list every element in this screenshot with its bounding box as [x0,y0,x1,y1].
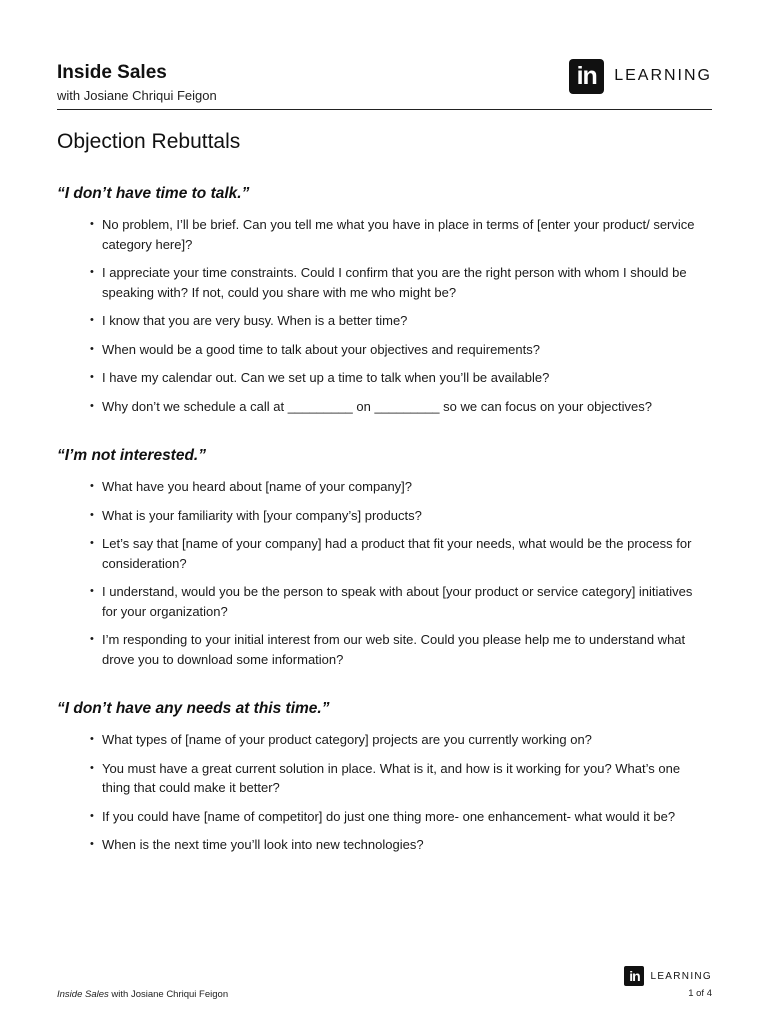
list-item: • I’m responding to your initial interest from our web site. Could you please help me to understand what drove you to download some information? [90,630,705,669]
list-item: • Why don’t we schedule a call at _________ on _________ so we can focus on your objectives? [90,397,705,417]
list-item: • When is the next time you’ll look into new technologies? [90,835,705,855]
list-item: • What types of [name of your product category] projects are you currently working on? [90,730,705,750]
linkedin-learning-logo [569,58,712,94]
course-title: Inside Sales [57,62,167,83]
footer-logo [624,966,712,986]
list-item: • You must have a great current solution in place. What is it, and how is it working for you? What’s one thing that could make it better? [90,759,705,798]
linkedin-icon: in [569,59,604,94]
document-title: Objection Rebuttals [57,130,241,153]
course-author: with Josiane Chriqui Feigon [57,88,217,103]
list-item: • What is your familiarity with [your company’s] products? [90,506,705,526]
list-item: • What have you heard about [name of your company]? [90,477,705,497]
list-item: • When would be a good time to talk about your objectives and requirements? [90,340,705,360]
linkedin-icon: in [624,966,644,986]
list-item: • I appreciate your time constraints. Could I confirm that you are the right person with whom I should be speaking with? If not, could you share with me who might be? [90,263,705,302]
bullet-list [90,477,705,678]
brand-wordmark: LEARNING [614,67,712,84]
bullet-list [90,215,705,425]
bullet-list [90,730,705,864]
section-heading: “I don’t have any needs at this time.” [57,700,330,717]
list-item: • Let’s say that [name of your company] had a product that fit your needs, what would be the process for consideration? [90,534,705,573]
footer-brand-wordmark: LEARNING [650,970,712,982]
list-item: • If you could have [name of competitor] do just one thing more- one enhancement- what would it be? [90,807,705,827]
list-item: • No problem, I’ll be brief. Can you tell me what you have in place in terms of [enter your product/ service category here]? [90,215,705,254]
section-heading: “I’m not interested.” [57,447,206,464]
document-page [57,0,712,1024]
page-header [57,60,712,110]
list-item: • I understand, would you be the person to speak with about [your product or service category] initiatives for your organization? [90,582,705,621]
page-number: 1 of 4 [688,988,712,999]
footer-course-title: Inside Sales [57,989,109,1000]
footer-course-author: with Josiane Chriqui Feigon [108,989,229,1000]
list-item: • I know that you are very busy. When is a better time? [90,311,705,331]
footer-course-info [57,989,228,1000]
section-heading: “I don’t have time to talk.” [57,185,250,202]
list-item: • I have my calendar out. Can we set up a time to talk when you’ll be available? [90,368,705,388]
